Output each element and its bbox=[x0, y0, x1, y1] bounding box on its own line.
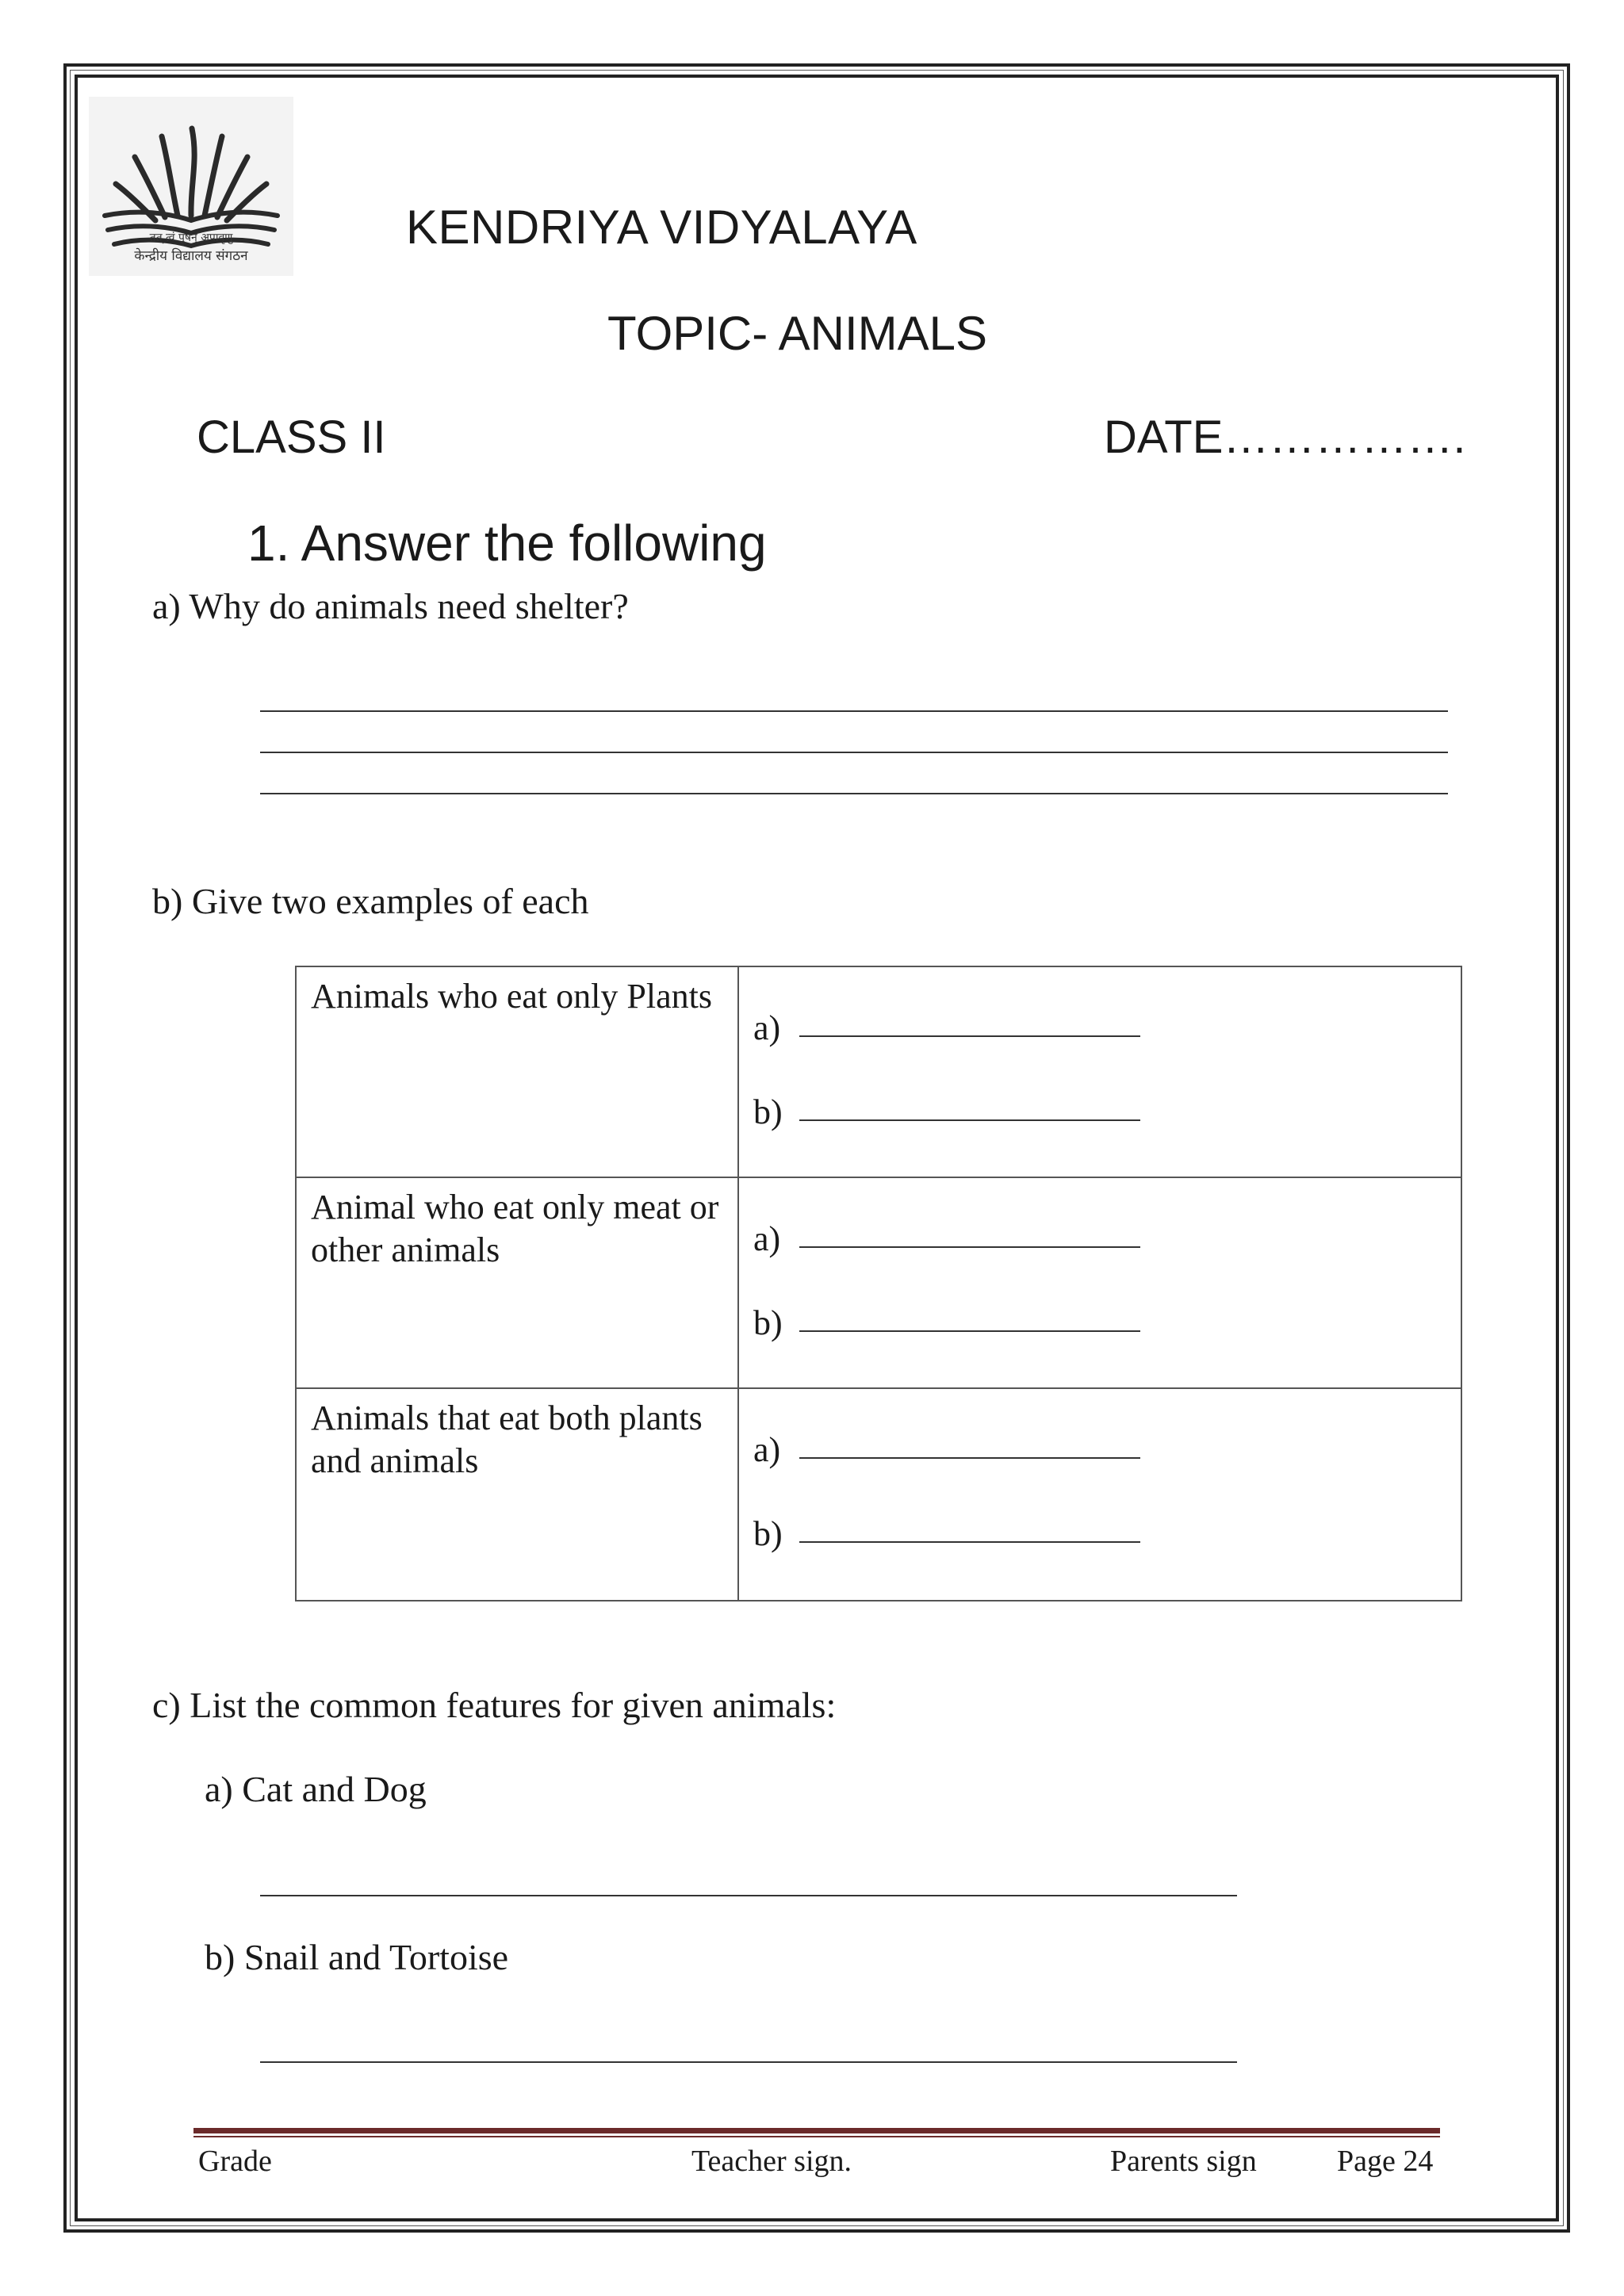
footer-rule bbox=[193, 2128, 1440, 2133]
answer-cell bbox=[738, 966, 1461, 1177]
question-a: a) Why do animals need shelter? bbox=[152, 586, 629, 626]
answer-line[interactable] bbox=[260, 2061, 1237, 2063]
answer-line[interactable] bbox=[260, 793, 1448, 794]
answer-blank[interactable] bbox=[799, 1242, 1140, 1248]
footer-grade: Grade bbox=[198, 2145, 272, 2178]
answer-line[interactable] bbox=[260, 1895, 1237, 1896]
category-cell: Animals who eat only Plants bbox=[296, 966, 738, 1177]
date-label: DATE……………. bbox=[1104, 411, 1466, 463]
table-row bbox=[296, 966, 1461, 1177]
footer-rule-thin bbox=[193, 2136, 1440, 2137]
table-row bbox=[296, 1177, 1461, 1388]
question-c-item: a) Cat and Dog bbox=[205, 1769, 427, 1809]
answer-blank[interactable] bbox=[799, 1326, 1140, 1332]
footer-teacher-sign: Teacher sign. bbox=[691, 2145, 852, 2178]
footer-parents-sign: Parents sign bbox=[1110, 2145, 1257, 2178]
answer-blank[interactable] bbox=[799, 1031, 1140, 1037]
kvs-logo bbox=[89, 97, 293, 276]
answer-label: a) bbox=[753, 1219, 781, 1258]
answer-row[interactable] bbox=[753, 1005, 1446, 1048]
category-cell: Animal who eat only meat or other animals bbox=[296, 1177, 738, 1388]
answer-cell bbox=[738, 1388, 1461, 1601]
logo-org-name: केन्द्रीय विद्यालय संगठन bbox=[134, 248, 248, 264]
answer-label: a) bbox=[753, 1008, 781, 1047]
answer-row[interactable] bbox=[753, 1216, 1446, 1259]
class-label: CLASS II bbox=[197, 411, 386, 463]
question-b: b) Give two examples of each bbox=[152, 881, 589, 921]
school-name: KENDRIYA VIDYALAYA bbox=[406, 201, 917, 254]
answer-row[interactable] bbox=[753, 1511, 1446, 1554]
answer-cell bbox=[738, 1177, 1461, 1388]
question-c: c) List the common features for given animals: bbox=[152, 1685, 837, 1725]
answer-label: b) bbox=[753, 1093, 783, 1131]
section-heading: 1. Answer the following bbox=[247, 515, 767, 572]
examples-table bbox=[295, 966, 1462, 1601]
answer-line[interactable] bbox=[260, 710, 1448, 712]
answer-row[interactable] bbox=[753, 1300, 1446, 1343]
answer-label: a) bbox=[753, 1430, 781, 1469]
answer-blank[interactable] bbox=[799, 1115, 1140, 1121]
question-c-item: b) Snail and Tortoise bbox=[205, 1937, 509, 1977]
answer-label: b) bbox=[753, 1303, 783, 1342]
answer-blank[interactable] bbox=[799, 1536, 1140, 1543]
answer-label: b) bbox=[753, 1514, 783, 1553]
logo-motto: तत् त्वं पूषन् अपावृणु bbox=[149, 232, 233, 244]
answer-line[interactable] bbox=[260, 752, 1448, 753]
answer-blank[interactable] bbox=[799, 1452, 1140, 1459]
topic-title: TOPIC- ANIMALS bbox=[607, 307, 988, 360]
category-cell: Animals that eat both plants and animals bbox=[296, 1388, 738, 1601]
table-row bbox=[296, 1388, 1461, 1601]
answer-row[interactable] bbox=[753, 1089, 1446, 1132]
answer-row[interactable] bbox=[753, 1427, 1446, 1470]
page-number: Page 24 bbox=[1337, 2145, 1434, 2178]
